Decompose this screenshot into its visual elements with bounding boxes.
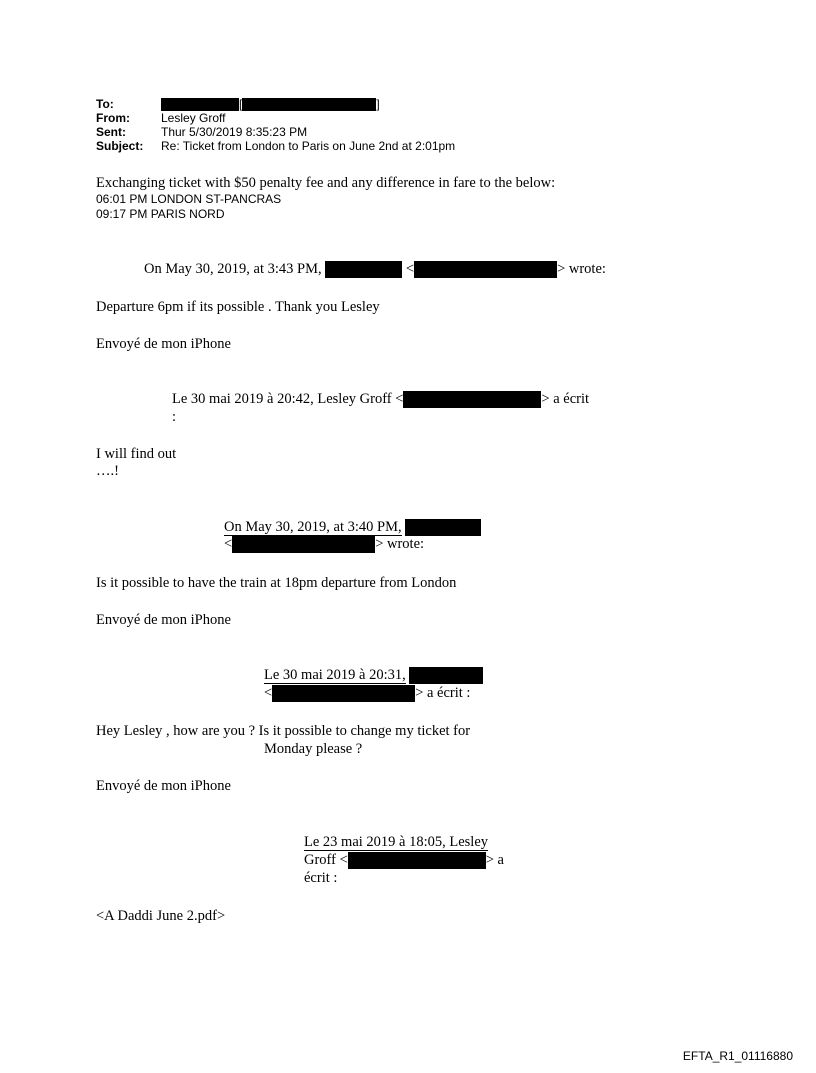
body-intro: Exchanging ticket with $50 penalty fee and any difference in fare to the below: xyxy=(96,175,556,191)
redaction-block xyxy=(348,852,486,869)
quote3-header-line2 xyxy=(224,536,424,553)
quote1-text: Departure 6pm if its possible . Thank you Lesley xyxy=(96,299,380,315)
quote3-header-text: On May 30, 2019, at 3:40 PM, xyxy=(224,519,402,535)
quote4-lt: < xyxy=(264,685,273,701)
quote3-wrote: > wrote: xyxy=(375,536,425,552)
quote3-header xyxy=(224,519,481,536)
quote1-wrote: > wrote: xyxy=(557,261,606,277)
quote2-text: I will find out xyxy=(96,446,177,462)
redaction-block xyxy=(161,98,239,111)
quote4-header-text: Le 30 mai 2019 à 20:31, xyxy=(264,667,406,683)
quote5-header-text: Le 23 mai 2019 à 18:05, Lesley xyxy=(304,834,489,850)
quote3-lt: < xyxy=(224,536,233,552)
to-row xyxy=(96,98,380,111)
redaction-block xyxy=(325,261,402,278)
from-label: From: xyxy=(96,111,130,125)
redaction-block xyxy=(272,685,415,702)
quote2-header-text: Le 30 mai 2019 à 20:42, Lesley Groff < xyxy=(172,391,404,407)
quote4-header xyxy=(264,667,483,684)
redaction-block xyxy=(409,667,483,684)
quote1-header xyxy=(144,261,606,278)
quote2-ecrit: > a écrit xyxy=(541,391,590,407)
to-bracket-close: ] xyxy=(376,97,380,111)
quote2-text-2: ….! xyxy=(96,463,119,479)
quote1-lt: < xyxy=(405,261,415,277)
quote4-header-line2 xyxy=(264,685,470,702)
quote1-header-text: On May 30, 2019, at 3:43 PM, xyxy=(144,261,322,277)
attachment-name: <A Daddi June 2.pdf> xyxy=(96,908,226,924)
subject-value: Re: Ticket from London to Paris on June 2nd at 2:01pm xyxy=(161,139,456,153)
to-bracket-open: [ xyxy=(239,97,243,111)
quote2-header xyxy=(172,391,589,408)
redaction-block xyxy=(242,98,376,111)
quote5-header xyxy=(304,834,488,851)
quote2-colon: : xyxy=(172,409,177,425)
quote5-header-line3: écrit : xyxy=(304,870,338,886)
quote5-a: > a xyxy=(485,852,504,868)
document-id: EFTA_R1_01116880 xyxy=(682,1049,793,1063)
subject-label: Subject: xyxy=(96,139,144,153)
itinerary-arrival: 09:17 PM PARIS NORD xyxy=(96,207,225,221)
to-label: To: xyxy=(96,97,114,111)
quote3-text: Is it possible to have the train at 18pm departure from London xyxy=(96,575,457,591)
redaction-block xyxy=(232,536,375,553)
from-row xyxy=(96,112,225,125)
quote1-signature: Envoyé de mon iPhone xyxy=(96,336,231,352)
subject-row xyxy=(96,140,455,153)
quote5-header-line2 xyxy=(304,852,504,869)
redaction-block xyxy=(405,519,481,536)
sent-row xyxy=(96,126,307,139)
redaction-block xyxy=(414,261,557,278)
quote4-text-2: Monday please ? xyxy=(264,741,363,757)
itinerary-departure: 06:01 PM LONDON ST-PANCRAS xyxy=(96,192,282,206)
sent-label: Sent: xyxy=(96,125,126,139)
quote4-signature: Envoyé de mon iPhone xyxy=(96,778,231,794)
quote4-ecrit: > a écrit : xyxy=(415,685,471,701)
redaction-block xyxy=(403,391,541,408)
quote3-signature: Envoyé de mon iPhone xyxy=(96,612,231,628)
quote4-text: Hey Lesley , how are you ? Is it possible to change my ticket for xyxy=(96,723,471,739)
quote5-groff: Groff < xyxy=(304,852,348,868)
sent-value: Thur 5/30/2019 8:35:23 PM xyxy=(161,125,308,139)
from-value: Lesley Groff xyxy=(161,111,226,125)
